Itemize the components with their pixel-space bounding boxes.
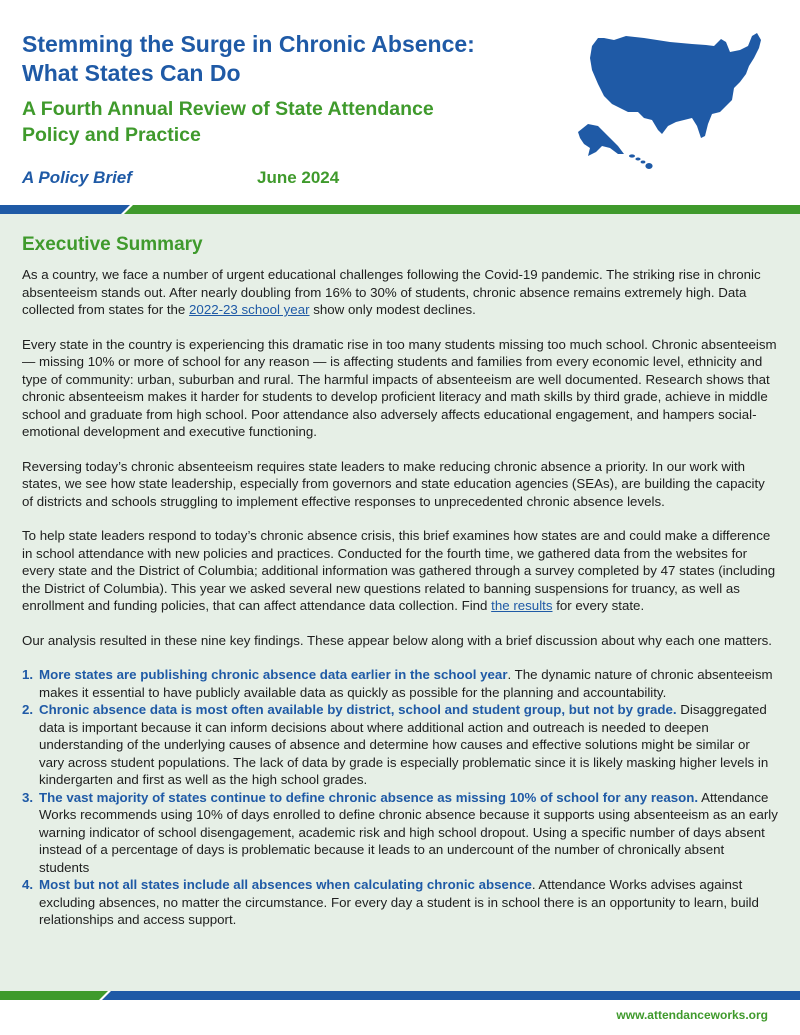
- paragraph-5: Our analysis resulted in these nine key findings. These appear below along with a brief discussion about why each one matters.: [22, 632, 772, 648]
- brief-label: A Policy Brief: [22, 168, 132, 187]
- finding-heading: More states are publishing chronic absence data earlier in the school year: [39, 667, 508, 682]
- finding-number: 2.: [22, 702, 34, 717]
- summary-panel: [0, 214, 800, 991]
- paragraph-4-end: for every state.: [552, 598, 645, 613]
- finding-body: Disaggregated data is important because it can inform decisions about where additional action and outreach is needed to deepen understanding of the underlying causes of absence and determine how causes and effective solutions might be similar or vary across student populations. The lack of data by grade is especially problematic since it is likely masking higher levels in kindergarten and first as well as the high school grades.: [39, 702, 769, 787]
- paragraph-1-end: show only modest declines.: [309, 302, 476, 317]
- bottom-stripe-blue: [102, 991, 800, 1000]
- paragraph-4: [22, 527, 778, 615]
- finding-heading: The vast majority of states continue to define chronic absence as missing 10% of school for any reason.: [39, 789, 699, 805]
- top-stripe-blue: [0, 205, 130, 214]
- subtitle-line-2: Policy and Practice: [22, 124, 201, 146]
- page-subtitle: [22, 96, 582, 148]
- us-map-icon: [574, 14, 774, 174]
- page-title: [22, 30, 582, 88]
- paragraph-1: [22, 266, 778, 319]
- finding-item: [22, 701, 778, 789]
- top-stripe-green: [124, 205, 800, 214]
- section-heading: Executive Summary: [22, 234, 203, 255]
- paragraph-4-start: To help state leaders respond to today’s chronic absence crisis, this brief examines how states are and could make a difference in school attendance with new policies and practices. Conducted for the fourth time, we gathered data from the websites for every state and the District of Columbia; additional information was gathered through a survey completed by 47 states (including the District of Columbia). This year we asked several new questions related to banning suspensions for truancy, as well as enrollment and funding policies, that can affect attendance data collection. Find: [22, 528, 776, 613]
- subtitle-line-1: A Fourth Annual Review of State Attendance: [22, 98, 434, 120]
- findings-list: [22, 666, 778, 929]
- paragraph-1-start: As a country, we face a number of urgent educational challenges following the Covid-19 pandemic. The striking rise in chronic absenteeism stands out. After nearly doubling from 16% to 30% of students, chronic absence remains extremely high. Data collected from states for the: [22, 267, 761, 317]
- finding-number: 1.: [22, 667, 34, 682]
- title-line-2: What States Can Do: [22, 60, 241, 86]
- finding-item: [22, 666, 778, 701]
- finding-number: 4.: [22, 877, 34, 892]
- paragraph-2: Every state in the country is experiencing this dramatic rise in too many students missing too much school. Chronic absenteeism — missing 10% or more of school for any reason — is affecting students and families from every economic level, ethnicity and type of community: urban, suburban and rural. The harmful impacts of absenteeism are well documented. Research shows that chronic absenteeism makes it harder for students to develop proficient literacy and math skills by third grade, achieve in middle school and graduate from high school. Poor attendance also adversely affects educational engagement, and hampers social-emotional development and executive functioning.: [22, 336, 777, 439]
- finding-body: . The dynamic nature of chronic absenteeism makes it essential to have publicly available data as quickly as possible for the planning and accountability.: [39, 667, 773, 700]
- summary-body: [22, 266, 778, 929]
- header: [0, 0, 800, 205]
- finding-item: [22, 789, 778, 877]
- footer-website[interactable]: www.attendanceworks.org: [616, 1008, 768, 1022]
- finding-heading: Chronic absence data is most often available by district, school and student group, but not by grade.: [39, 702, 677, 717]
- finding-body: . Attendance Works advises against excluding absences, no matter the circumstance. For every day a student is in school there is an opportunity to learn, build relationships and access support.: [39, 877, 759, 927]
- top-stripe: [0, 205, 800, 214]
- results-link[interactable]: the results: [491, 598, 553, 613]
- finding-heading: Most but not all states include all absences when calculating chronic absence: [39, 877, 532, 892]
- brief-date: June 2024: [257, 168, 340, 187]
- finding-item: [22, 876, 778, 929]
- finding-body: Attendance Works recommends using 10% of days enrolled to define chronic absence because it supports using absenteeism as an early warning indicator of school disengagement, academic risk and high school dropout. Using a specific number of days absent instead of a percentage of days is problematic because it leads to an undercount of the number of chronically absent students: [39, 789, 778, 875]
- bottom-stripe: [0, 991, 800, 1000]
- paragraph-3: Reversing today’s chronic absenteeism requires state leaders to make reducing chronic absence a priority. In our work with states, we see how state leadership, especially from governors and state education agencies (SEAs), are building the capacity of districts and schools struggling to implement effective responses to unprecedented chronic absence levels.: [22, 458, 765, 509]
- bottom-stripe-green: [0, 991, 108, 1000]
- school-year-link[interactable]: 2022-23 school year: [189, 302, 310, 317]
- title-line-1: Stemming the Surge in Chronic Absence:: [22, 31, 475, 57]
- finding-number: 3.: [22, 789, 34, 805]
